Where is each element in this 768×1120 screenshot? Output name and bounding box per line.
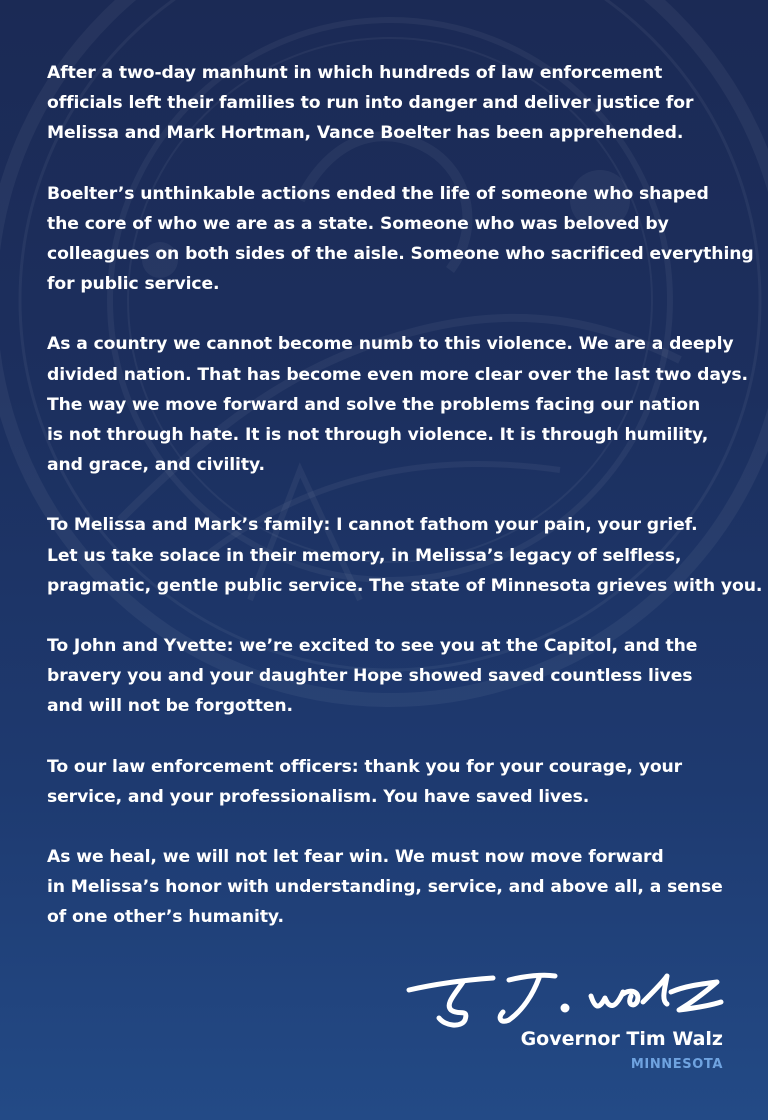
statement-body: [47, 58, 763, 963]
text-line: After a two-day manhunt in which hundreds of law enforcement: [47, 63, 663, 83]
text-line: pragmatic, gentle public service. The state of Minnesota grieves with you.: [47, 575, 763, 596]
paragraph-6: [47, 752, 737, 812]
text-line: for public service.: [47, 274, 220, 295]
paragraph-7: [47, 842, 737, 933]
text-line: the core of who we are as a state. Someone who was beloved by: [47, 213, 669, 234]
text-line: bravery you and your daughter Hope showed saved countless lives: [47, 666, 693, 687]
text-line: and will not be forgotten.: [47, 696, 293, 717]
paragraph-2: [47, 179, 754, 300]
text-line: To Melissa and Mark’s family: I cannot fathom your pain, your grief.: [47, 515, 698, 536]
text-line: of one other’s humanity.: [47, 907, 284, 928]
governor-name: Governor Tim Walz: [520, 1028, 723, 1050]
text-line: As a country we cannot become numb to this violence. We are a deeply: [47, 334, 734, 355]
text-line: in Melissa’s honor with understanding, service, and above all, a sense: [47, 877, 723, 898]
text-line: Melissa and Mark Hortman, Vance Boelter has been apprehended.: [47, 123, 684, 144]
text-line: service, and your professionalism. You have saved lives.: [47, 786, 590, 807]
text-line: Let us take solace in their memory, in Melissa’s legacy of selfless,: [47, 545, 682, 566]
text-line: and grace, and civility.: [47, 455, 265, 476]
paragraph-4: [47, 510, 763, 601]
text-line: The way we move forward and solve the problems facing our nation: [47, 394, 701, 415]
handwritten-signature-icon: [405, 968, 725, 1030]
text-line: is not through hate. It is not through violence. It is through humility,: [47, 425, 709, 446]
state-label: MINNESOTA: [630, 1057, 723, 1072]
paragraph-3: [47, 329, 748, 480]
text-line: colleagues on both sides of the aisle. Someone who sacrificed everything: [47, 244, 754, 265]
text-line: Boelter’s unthinkable actions ended the life of someone who shaped: [47, 183, 709, 204]
text-line: officials left their families to run into danger and deliver justice for: [47, 93, 694, 114]
text-line: divided nation. That has become even more clear over the last two days.: [47, 364, 748, 385]
paragraph-5: [47, 631, 737, 722]
text-line: To our law enforcement officers: thank you for your courage, your: [47, 756, 683, 777]
paragraph-1: [47, 58, 737, 149]
text-line: To John and Yvette: we’re excited to see you at the Capitol, and the: [47, 636, 698, 657]
text-line: As we heal, we will not let fear win. We must now move forward: [47, 847, 664, 868]
